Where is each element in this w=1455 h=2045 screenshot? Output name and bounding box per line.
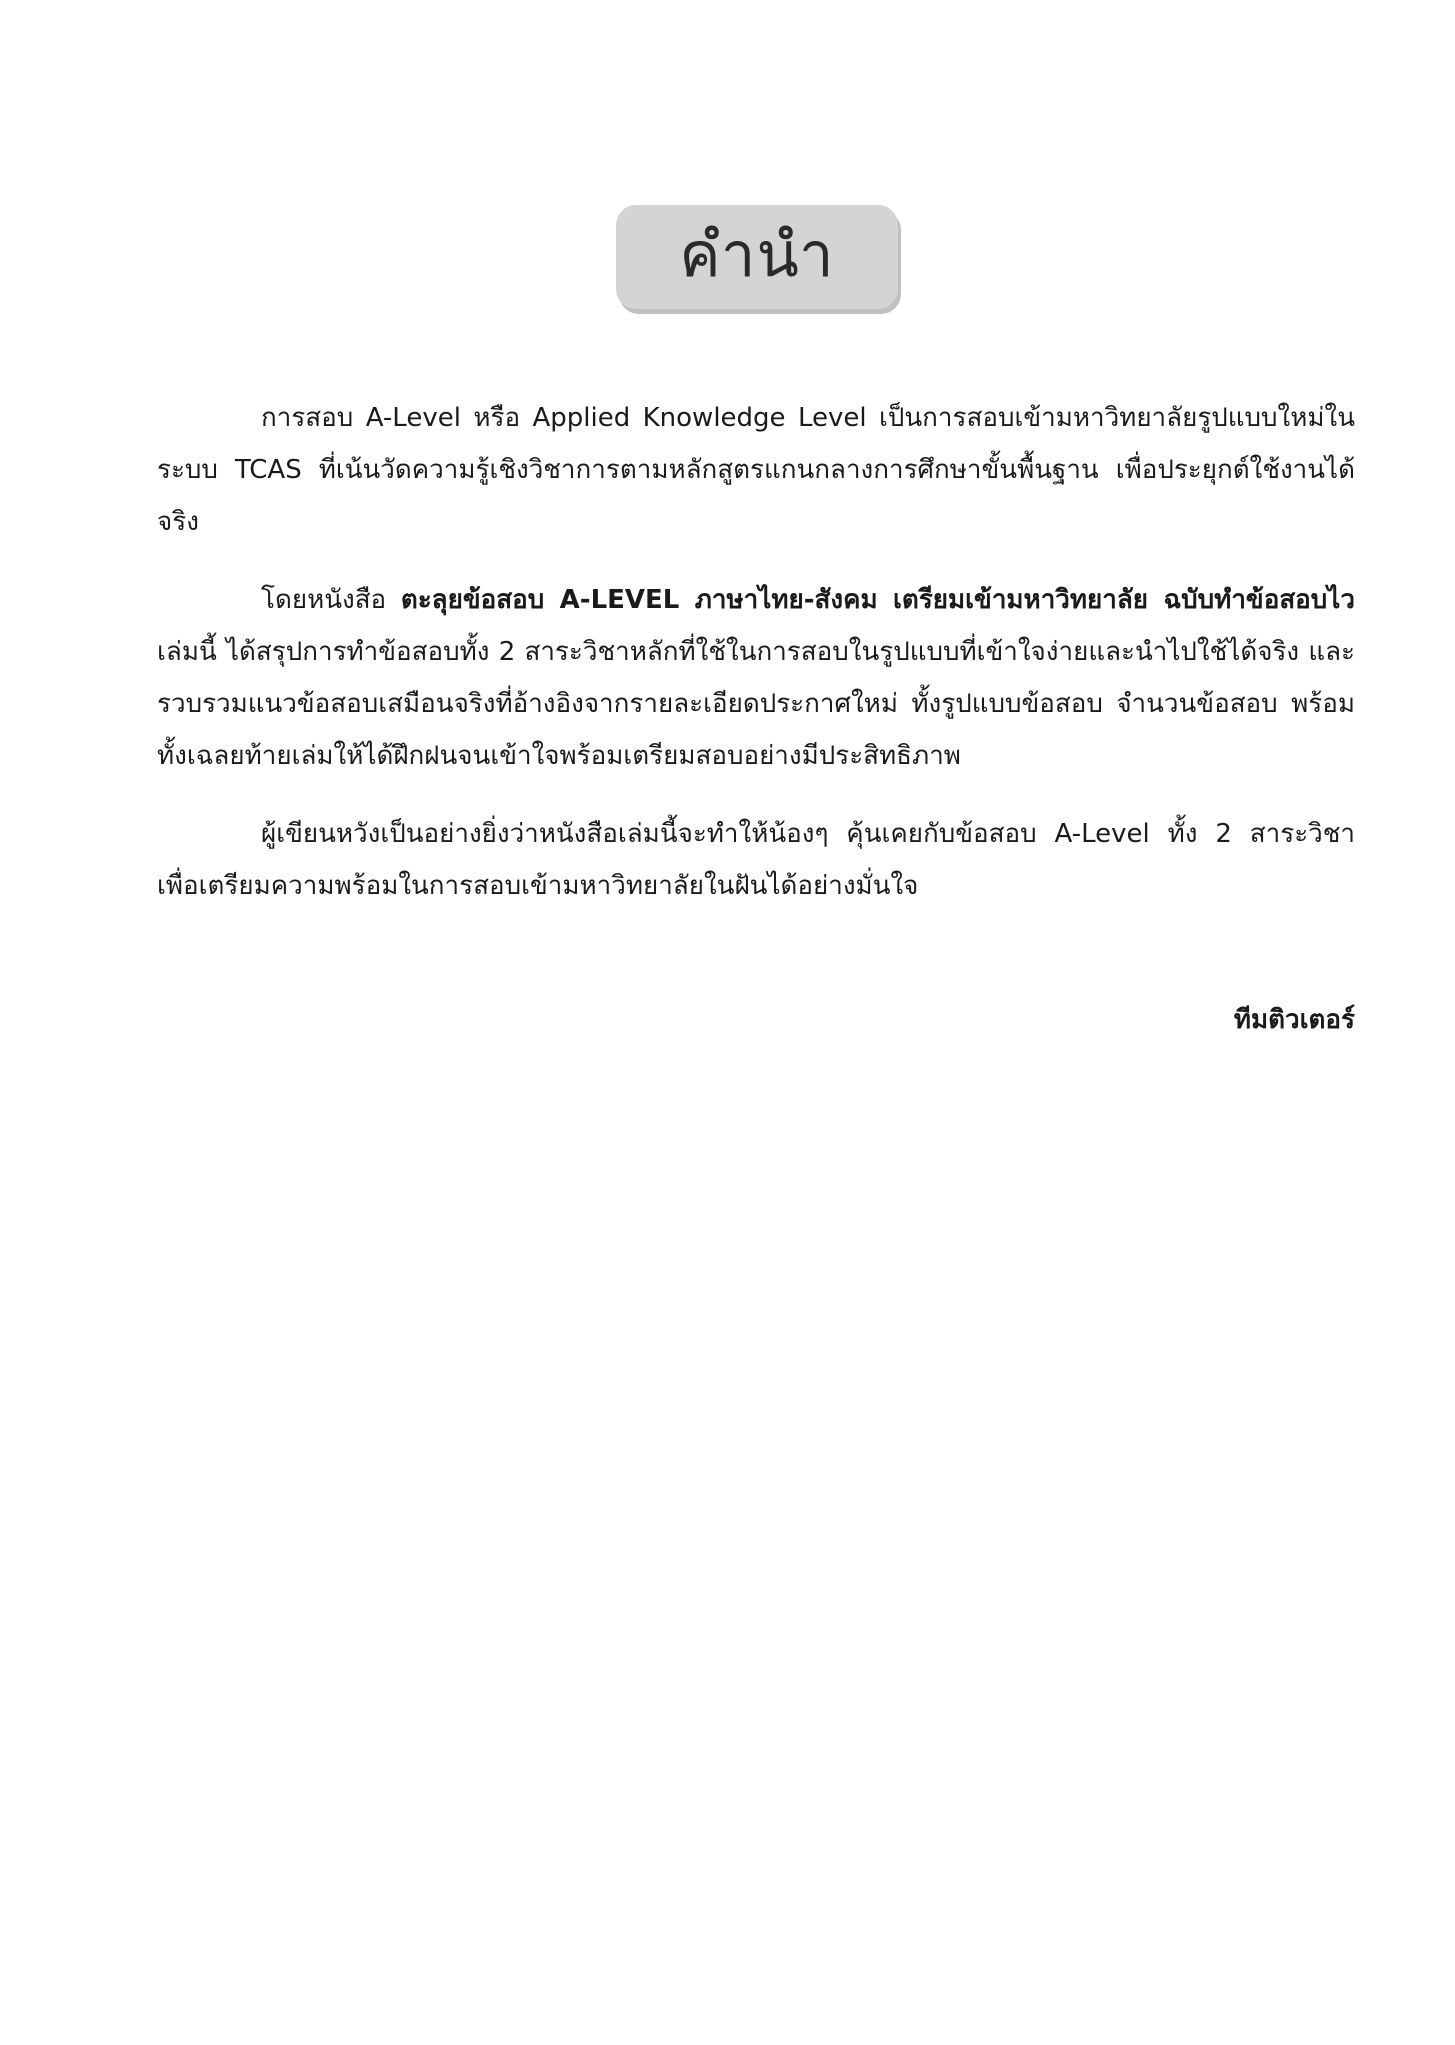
- page-title: คำนำ: [679, 218, 835, 291]
- preface-body: [157, 392, 1355, 938]
- paragraph-intro-text: การสอบ A-Level หรือ Applied Knowledge Level เป็นการสอบเข้ามหาวิทยาลัยรูปแบบใหม่ในระบบ TCAS ที่เน้นวัดความรู้เชิงวิชาการตามหลักสูตรแกนกลางการศึกษาขั้นพื้นฐาน เพื่อประยุกต์ใช้งานได้จริง: [157, 403, 1355, 537]
- author-signature: ทีมติวเตอร์: [1233, 1005, 1355, 1035]
- paragraph-intro: [157, 392, 1355, 548]
- title-banner: [616, 205, 898, 309]
- paragraph-closing-text: ผู้เขียนหวังเป็นอย่างยิ่งว่าหนังสือเล่มนี้จะทำให้น้องๆ คุ้นเคยกับข้อสอบ A-Level ทั้ง 2 สาระวิชา เพื่อเตรียมความพร้อมในการสอบเข้ามหาวิทยาลัยในฝันได้อย่างมั่นใจ: [157, 819, 1355, 901]
- paragraph-book-text: เล่มนี้ ได้สรุปการทำข้อสอบทั้ง 2 สาระวิชาหลักที่ใช้ในการสอบในรูปแบบที่เข้าใจง่ายและนำไปใช้ได้จริง และรวบรวมแนวข้อสอบเสมือนจริงที่อ้างอิงจากรายละเอียดประกาศใหม่ ทั้งรูปแบบข้อสอบ จำนวนข้อสอบ พร้อมทั้งเฉลยท้ายเล่มให้ได้ฝึกฝนจนเข้าใจพร้อมเตรียมสอบอย่างมีประสิทธิภาพ: [157, 637, 1355, 771]
- paragraph-book-prefix: โดยหนังสือ: [261, 585, 401, 615]
- paragraph-book: [157, 574, 1355, 782]
- book-title: ตะลุยข้อสอบ A-LEVEL ภาษาไทย-สังคม เตรียมเข้ามหาวิทยาลัย ฉบับทำข้อสอบไว: [400, 585, 1355, 615]
- paragraph-closing: [157, 808, 1355, 912]
